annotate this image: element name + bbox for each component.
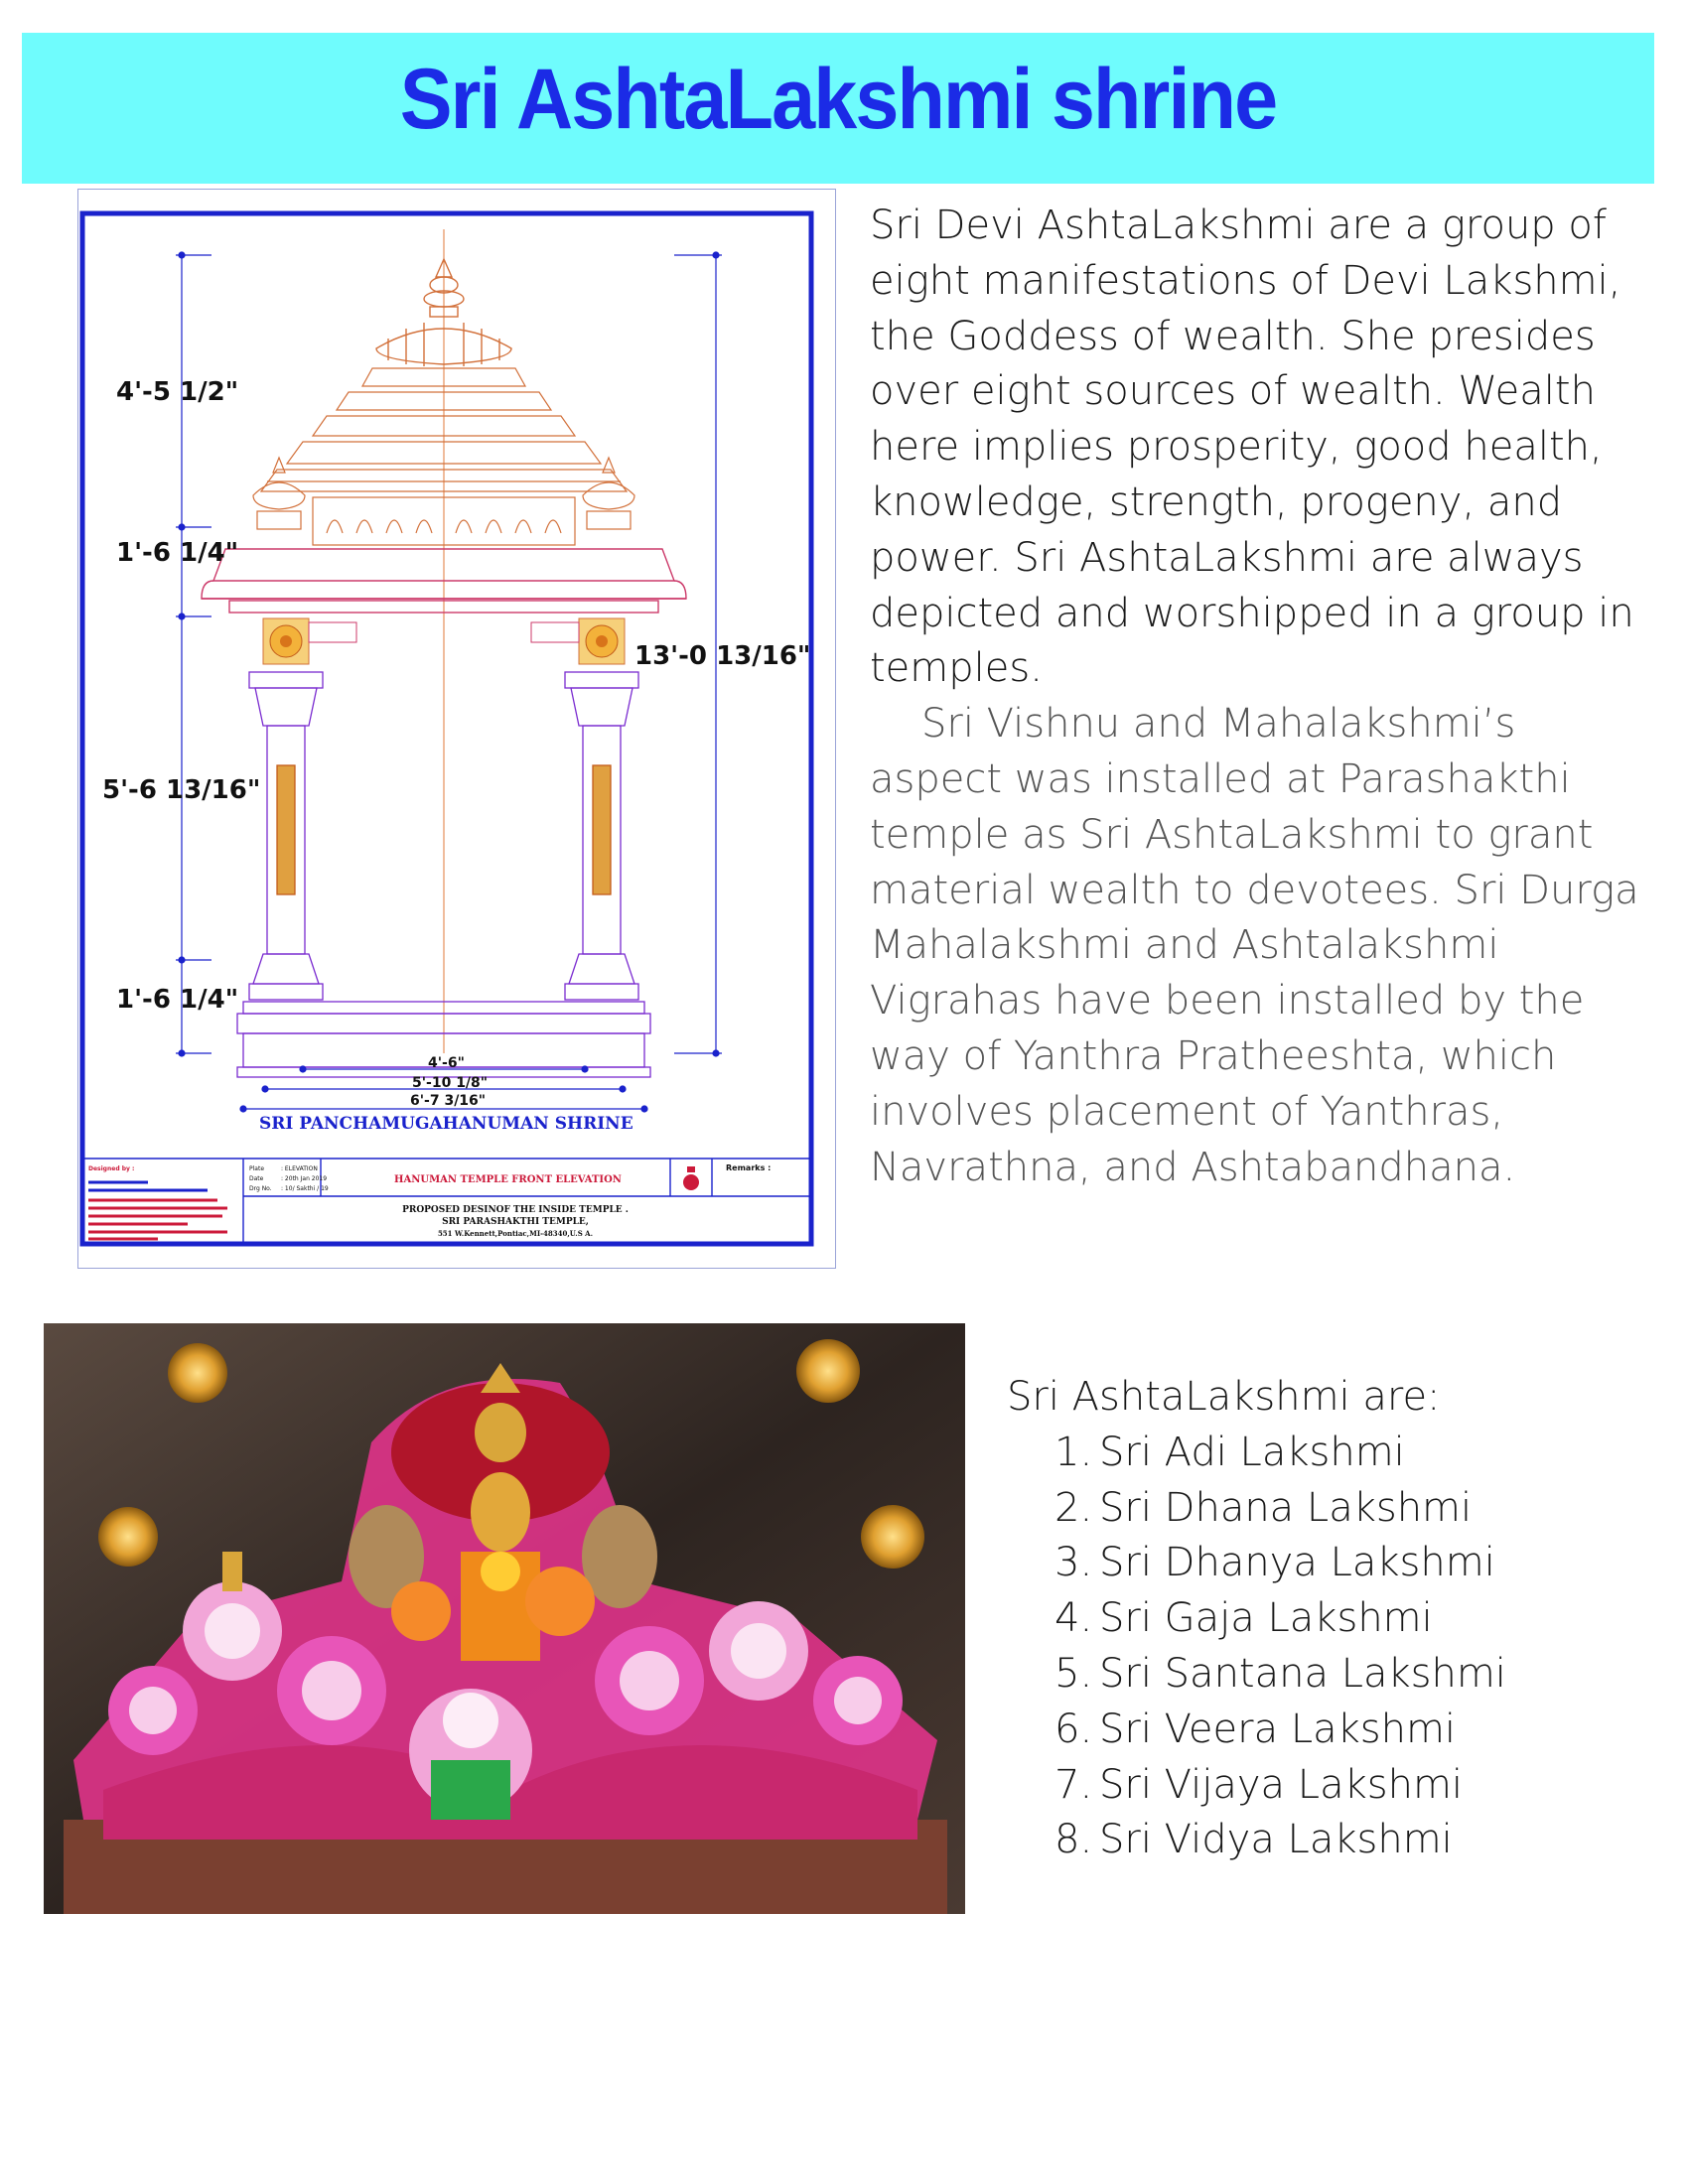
- remarks-label: Remarks :: [726, 1163, 772, 1172]
- left-pillar: [249, 672, 323, 1000]
- date-value: : 20th Jan 2019: [281, 1175, 328, 1182]
- dim-total-height: 13'-0 13/16": [634, 641, 811, 671]
- list-intro: Sri AshtaLakshmi are:: [1007, 1374, 1441, 1420]
- drg-value: : 10/ Sakthi / 19: [281, 1185, 329, 1192]
- dim-inner-width: 4'-6": [428, 1055, 465, 1071]
- date-label: Date: [249, 1175, 264, 1182]
- paragraph-installation: Sri Vishnu and Mahalakshmi’s aspect was installed at Parashakthi temple as Sri AshtaLakshmi to grant material wealth to devotees. Sri Durga Mahalakshmi and Ashtalakshmi Vigrahas have been installed by the way of Yanthra Pratheeshta, which involves placement of Yanthras, Navrathna, and Ashtabandhana.: [870, 701, 1639, 1190]
- left-dome-icon: [253, 458, 305, 529]
- dim-base-width: 6'-7 3/16": [410, 1093, 487, 1109]
- drg-label: Drg No.: [249, 1185, 272, 1192]
- dim-roof-height: 4'-5 1/2": [116, 377, 239, 407]
- sheet-title: HANUMAN TEMPLE FRONT ELEVATION: [394, 1174, 622, 1185]
- page-title: Sri AshtaLakshmi shrine: [399, 52, 1277, 147]
- right-capital-icon: [531, 618, 625, 664]
- list-item: 6. Sri Veera Lakshmi: [1055, 1706, 1457, 1752]
- elevation-drawing-svg: [78, 190, 835, 1268]
- designer-details: [88, 1182, 227, 1239]
- list-item: 7. Sri Vijaya Lakshmi: [1055, 1761, 1464, 1808]
- list-item: 2. Sri Dhana Lakshmi: [1055, 1484, 1473, 1531]
- lakshmi-names-list: [1007, 1426, 1506, 1868]
- list-item: 5. Sri Santana Lakshmi: [1055, 1650, 1506, 1697]
- dim-pillar-height: 5'-6 13/16": [102, 775, 261, 805]
- drawing-caption: SRI PANCHAMUGAHANUMAN SHRINE: [259, 1114, 633, 1134]
- ashtalakshmi-deity-photo: [44, 1323, 965, 1914]
- list-item: 4. Sri Gaja Lakshmi: [1055, 1595, 1433, 1642]
- dim-pillar-width: 5'-10 1/8": [412, 1075, 489, 1091]
- list-item: 3. Sri Dhanya Lakshmi: [1055, 1540, 1495, 1586]
- temple-logo-icon: [683, 1166, 699, 1190]
- temple-name-text: SRI PARASHAKTHI TEMPLE,: [442, 1217, 589, 1227]
- left-capital-icon: [263, 618, 356, 664]
- designed-by-label: Designed by :: [88, 1165, 135, 1172]
- paragraph-intro: Sri Devi AshtaLakshmi are a group of eight manifestations of Devi Lakshmi, the Goddess of wealth. She presides over eight sources of wealth. Wealth here implies prosperity, good health, knowledge, strength, progeny, and power. Sri AshtaLakshmi are always depicted and worshipped in a group in temples.: [870, 203, 1634, 692]
- list-item: 8. Sri Vidya Lakshmi: [1055, 1817, 1453, 1863]
- dim-eave-height: 1'-6 1/4": [116, 538, 239, 568]
- list-item: 1. Sri Adi Lakshmi: [1055, 1429, 1405, 1475]
- temple-address-text: 551 W.Kennett,Pontiac,MI-48340,U.S A.: [437, 1229, 594, 1238]
- description-text: [870, 199, 1644, 1195]
- dim-base-height: 1'-6 1/4": [116, 985, 239, 1015]
- shrine-elevation-drawing: [77, 189, 836, 1269]
- plate-value: : ELEVATION: [281, 1165, 318, 1172]
- title-banner: [22, 33, 1654, 184]
- proposed-design-text: PROPOSED DESINOF THE INSIDE TEMPLE .: [402, 1205, 629, 1215]
- deity-photo-svg: [44, 1323, 965, 1914]
- ashtalakshmi-list: [1007, 1370, 1506, 1868]
- plate-label: Plate: [249, 1165, 265, 1172]
- right-dome-icon: [583, 458, 634, 529]
- right-pillar: [565, 672, 638, 1000]
